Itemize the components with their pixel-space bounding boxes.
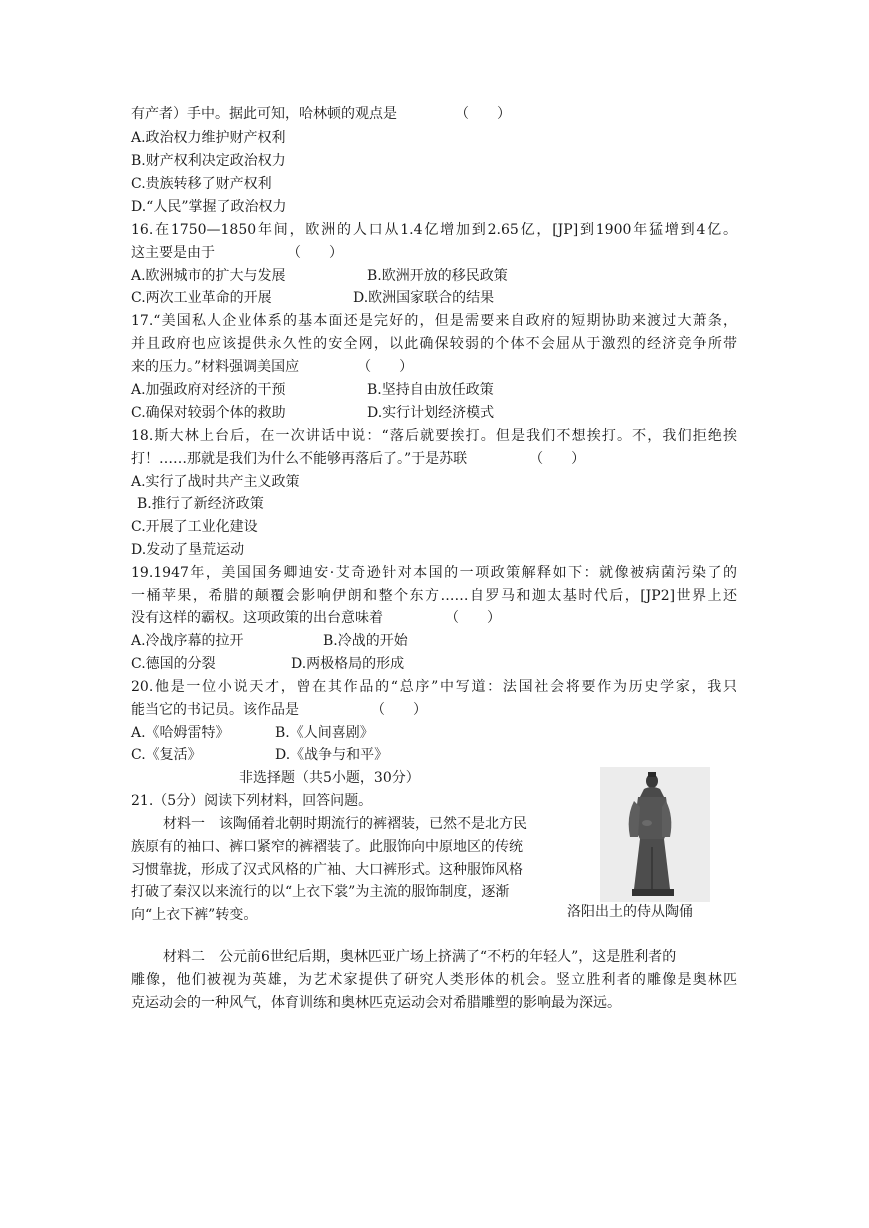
q17-option-b: B.坚持自由放任政策 bbox=[367, 382, 494, 398]
q20-line-1: 20.他是一位小说天才，曾在其作品的“总序”中写道：法国社会将要作为历史学家，我只 bbox=[131, 679, 737, 695]
q16-option-b: B.欧洲开放的移民政策 bbox=[367, 268, 508, 284]
q18-option-c: C.开展了工业化建设 bbox=[131, 519, 258, 535]
q21-material1-line-2: 族原有的袖口、裤口紧窄的裤褶装了。此服饰向中原地区的传统 bbox=[131, 839, 523, 855]
q20-option-a: A.《哈姆雷特》 bbox=[131, 725, 230, 741]
q15-option-a: A.政治权力维护财产权利 bbox=[131, 130, 286, 146]
q19-line-1: 19.1947年，美国国务卿迪安·艾奇逊针对本国的一项政策解释如下：就像被病菌污染了的 bbox=[131, 565, 737, 581]
q18-option-a: A.实行了战时共产主义政策 bbox=[131, 474, 300, 490]
q16-option-c: C.两次工业革命的开展 bbox=[131, 290, 272, 306]
q18-line-1: 18.斯大林上台后，在一次讲话中说：“落后就要挨打。但是我们不想挨打。不，我们拒绝挨 bbox=[131, 428, 737, 444]
q17-line-1: 17.“美国私人企业体系的基本面还是完好的，但是需要来自政府的短期协助来渡过大萧条， bbox=[131, 313, 737, 329]
q21-material1-line-1: 材料一 该陶俑着北朝时期流行的裤褶装，已然不是北方民 bbox=[163, 816, 527, 832]
q19-option-b: B.冷战的开始 bbox=[323, 633, 408, 649]
q17-option-a: A.加强政府对经济的干预 bbox=[131, 382, 286, 398]
q20-option-d: D.《战争与和平》 bbox=[275, 747, 389, 763]
q18-option-d: D.发动了垦荒运动 bbox=[131, 542, 245, 558]
q17-line-3 bbox=[131, 357, 413, 377]
q20-line-2 bbox=[131, 700, 427, 720]
pottery-figurine-image bbox=[600, 767, 710, 902]
q18-answer-paren: （ ） bbox=[529, 451, 586, 467]
q21-material2-line-3: 克运动会的一种风气，体育训练和奥林匹克运动会对希腊雕塑的影响最为深远。 bbox=[131, 995, 621, 1011]
q15-stem: 有产者）手中。据此可知，哈林顿的观点是 bbox=[131, 106, 397, 122]
q21-material2-line-2: 雕像，他们被视为英雄，为艺术家提供了研究人类形体的机会。竖立胜利者的雕像是奥林匹 bbox=[131, 972, 737, 988]
q18-option-b: B.推行了新经济政策 bbox=[137, 496, 264, 512]
q18-line-2 bbox=[131, 449, 585, 469]
q17-option-c: C.确保对较弱个体的救助 bbox=[131, 405, 286, 421]
q19-option-d: D.两极格局的形成 bbox=[291, 656, 405, 672]
q16-answer-paren: （ ） bbox=[287, 245, 343, 261]
q16-option-d: D.欧洲国家联合的结果 bbox=[353, 290, 495, 306]
q20-option-b: B.《人间喜剧》 bbox=[275, 725, 374, 741]
q20-stem: 能当它的书记员。该作品是 bbox=[131, 702, 299, 718]
pottery-figurine-icon bbox=[600, 767, 710, 902]
q15-option-d: D.“人民”掌握了政治权力 bbox=[131, 199, 287, 215]
q15-option-c: C.贵族转移了财产权利 bbox=[131, 176, 272, 192]
q16-line-2 bbox=[131, 243, 343, 263]
section-title-non-choice: 非选择题（共5小题，30分） bbox=[239, 770, 420, 786]
q15-option-b: B.财产权利决定政治权力 bbox=[131, 153, 286, 169]
q21-stem: 21.（5分）阅读下列材料，回答问题。 bbox=[131, 793, 373, 809]
q17-line-2: 并且政府也应该提供永久性的安全网，以此确保较弱的个体不会屈从于激烈的经济竞争所带 bbox=[131, 336, 737, 352]
q19-line-2: 一桶苹果，希腊的颠覆会影响伊朗和整个东方……自罗马和迦太基时代后，[JP2]世界上还 bbox=[131, 588, 737, 604]
q21-material1-line-5: 向“上衣下裤”转变。 bbox=[131, 907, 258, 923]
q19-answer-paren: （ ） bbox=[445, 610, 501, 626]
q21-material1-line-4: 打破了秦汉以来流行的以“上衣下裳”为主流的服饰制度，逐渐 bbox=[131, 884, 510, 900]
q19-option-a: A.冷战序幕的拉开 bbox=[131, 633, 244, 649]
q17-stem: 来的压力。”材料强调美国应 bbox=[131, 359, 300, 375]
q19-option-c: C.德国的分裂 bbox=[131, 656, 216, 672]
q15-answer-paren: （ ） bbox=[455, 106, 511, 122]
q20-option-c: C.《复活》 bbox=[131, 747, 202, 763]
q19-line-3 bbox=[131, 608, 501, 628]
q17-option-d: D.实行计划经济模式 bbox=[367, 405, 495, 421]
q19-stem: 没有这样的霸权。这项政策的出台意味着 bbox=[131, 610, 383, 626]
q17-answer-paren: （ ） bbox=[357, 359, 414, 375]
q20-answer-paren: （ ） bbox=[371, 702, 427, 718]
q16-option-a: A.欧洲城市的扩大与发展 bbox=[131, 268, 286, 284]
q21-material2-line-1: 材料二 公元前6世纪后期，奥林匹亚广场上挤满了“不朽的年轻人”，这是胜利者的 bbox=[163, 949, 677, 965]
q16-stem: 这主要是由于 bbox=[131, 245, 215, 261]
q18-stem: 打！……那就是我们为什么不能够再落后了。”于是苏联 bbox=[131, 451, 468, 467]
q16-line-1: 16.在1750—1850年间，欧洲的人口从1.4亿增加到2.65亿，[JP]到1900年猛增到4亿。 bbox=[131, 222, 737, 238]
q21-material1-line-3: 习惯靠拢，形成了汉式风格的广袖、大口裤形式。这种服饰风格 bbox=[131, 862, 523, 878]
q15-stem-line bbox=[131, 104, 511, 124]
figure-caption: 洛阳出土的侍从陶俑 bbox=[567, 904, 693, 920]
